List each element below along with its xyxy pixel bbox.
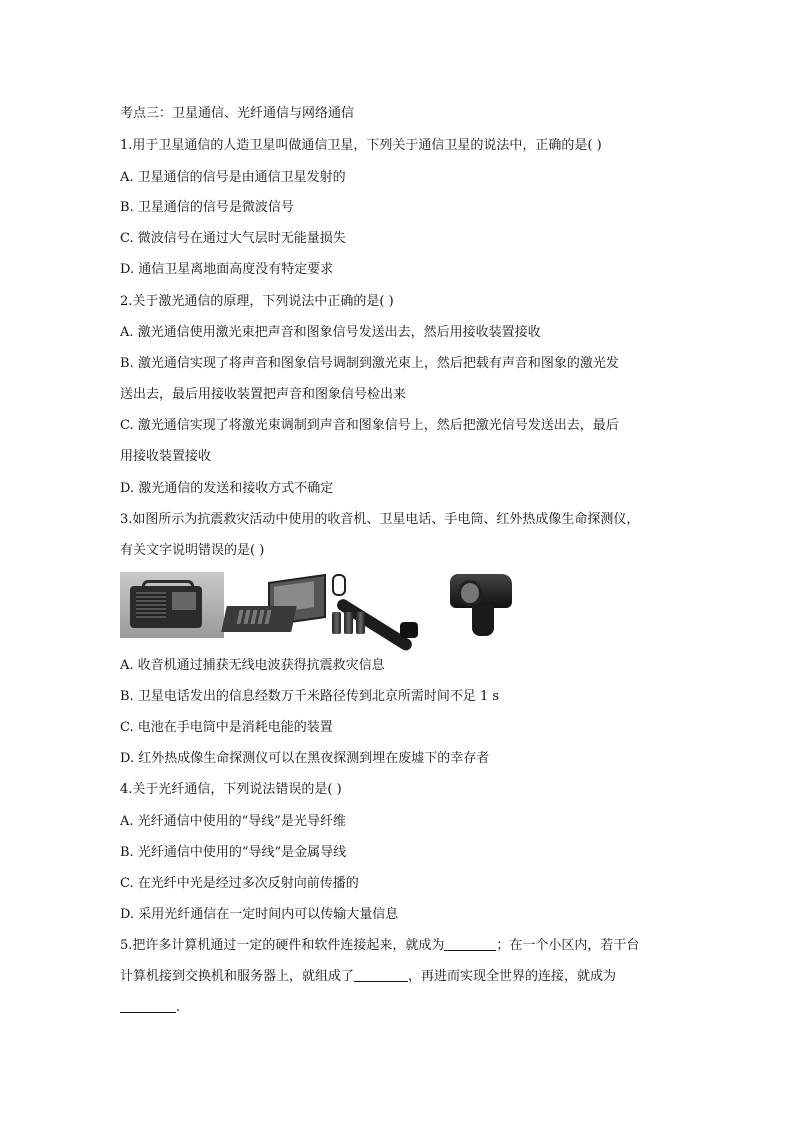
question-2-option-c: C. 激光通信实现了将激光束调制到声音和图象信号上，然后把激光信号发送出去，最后 — [120, 418, 619, 433]
question-5-text-3: 计算机接到交换机和服务器上，就组成了 — [120, 969, 355, 984]
question-3-stem-cont: 有关文字说明错误的是( ) — [120, 543, 265, 558]
question-5-text-5: . — [176, 1000, 181, 1015]
question-4-option-b: B. 光纤通信中使用的“导线”是金属导线 — [120, 845, 347, 860]
question-5-text-1: 5.把许多计算机通过一定的硬件和软件连接起来，就成为 — [120, 938, 445, 953]
question-5-line-2 — [120, 969, 616, 985]
question-1-option-b: B. 卫星通信的信号是微波信号 — [120, 200, 294, 215]
satellite-phone-image — [224, 576, 324, 636]
question-1-stem: 1.用于卫星通信的人造卫星叫做通信卫星，下列关于通信卫星的说法中，正确的是( ) — [120, 138, 602, 153]
question-2-option-d: D. 激光通信的发送和接收方式不确定 — [120, 481, 334, 496]
question-3-option-a: A. 收音机通过捕获无线电波获得抗震救灾信息 — [120, 658, 385, 673]
answer-blank-1[interactable] — [444, 938, 496, 951]
question-5-text-2: ；在一个小区内，若干台 — [496, 938, 640, 953]
equipment-figure — [120, 572, 540, 642]
question-2-stem: 2.关于激光通信的原理，下列说法中正确的是( ) — [120, 294, 394, 309]
question-5-text-4: ，再进而实现全世界的连接，就成为 — [408, 969, 617, 984]
question-3-stem: 3.如图所示为抗震救灾活动中使用的收音机、卫星电话、手电筒、红外热成像生命探测仪， — [120, 512, 640, 527]
question-3-option-c: C. 电池在手电筒中是消耗电能的装置 — [120, 720, 333, 735]
question-5-line-1 — [120, 938, 639, 954]
question-2-option-a: A. 激光通信使用激光束把声音和图象信号发送出去，然后用接收装置接收 — [120, 325, 541, 340]
question-4-option-d: D. 采用光纤通信在一定时间内可以传输大量信息 — [120, 907, 399, 922]
question-2-option-c-cont: 用接收装置接收 — [120, 449, 212, 464]
answer-blank-2[interactable] — [354, 969, 408, 982]
section-title: 考点三：卫星通信、光纤通信与网络通信 — [120, 106, 355, 121]
question-4-stem: 4.关于光纤通信，下列说法错误的是( ) — [120, 782, 342, 797]
thermal-detector-image — [446, 572, 518, 638]
question-2-option-b-cont: 送出去，最后用接收装置把声音和图象信号检出来 — [120, 387, 407, 402]
question-5-line-3 — [120, 1000, 180, 1016]
question-1-option-c: C. 微波信号在通过大气层时无能量损失 — [120, 231, 346, 246]
flashlight-image — [328, 572, 428, 640]
question-3-option-d: D. 红外热成像生命探测仪可以在黑夜探测到埋在废墟下的幸存者 — [120, 751, 490, 766]
question-4-option-c: C. 在光纤中光是经过多次反射向前传播的 — [120, 876, 359, 891]
answer-blank-3[interactable] — [120, 1000, 176, 1013]
question-3-option-b: B. 卫星电话发出的信息经数万千米路径传到北京所需时间不足 1 s — [120, 689, 500, 704]
radio-image — [120, 572, 224, 638]
question-1-option-a: A. 卫星通信的信号是由通信卫星发射的 — [120, 170, 346, 185]
question-1-option-d: D. 通信卫星离地面高度没有特定要求 — [120, 262, 334, 277]
question-4-option-a: A. 光纤通信中使用的“导线”是光导纤维 — [120, 814, 346, 829]
question-2-option-b: B. 激光通信实现了将声音和图象信号调制到激光束上，然后把载有声音和图象的激光发 — [120, 356, 619, 371]
